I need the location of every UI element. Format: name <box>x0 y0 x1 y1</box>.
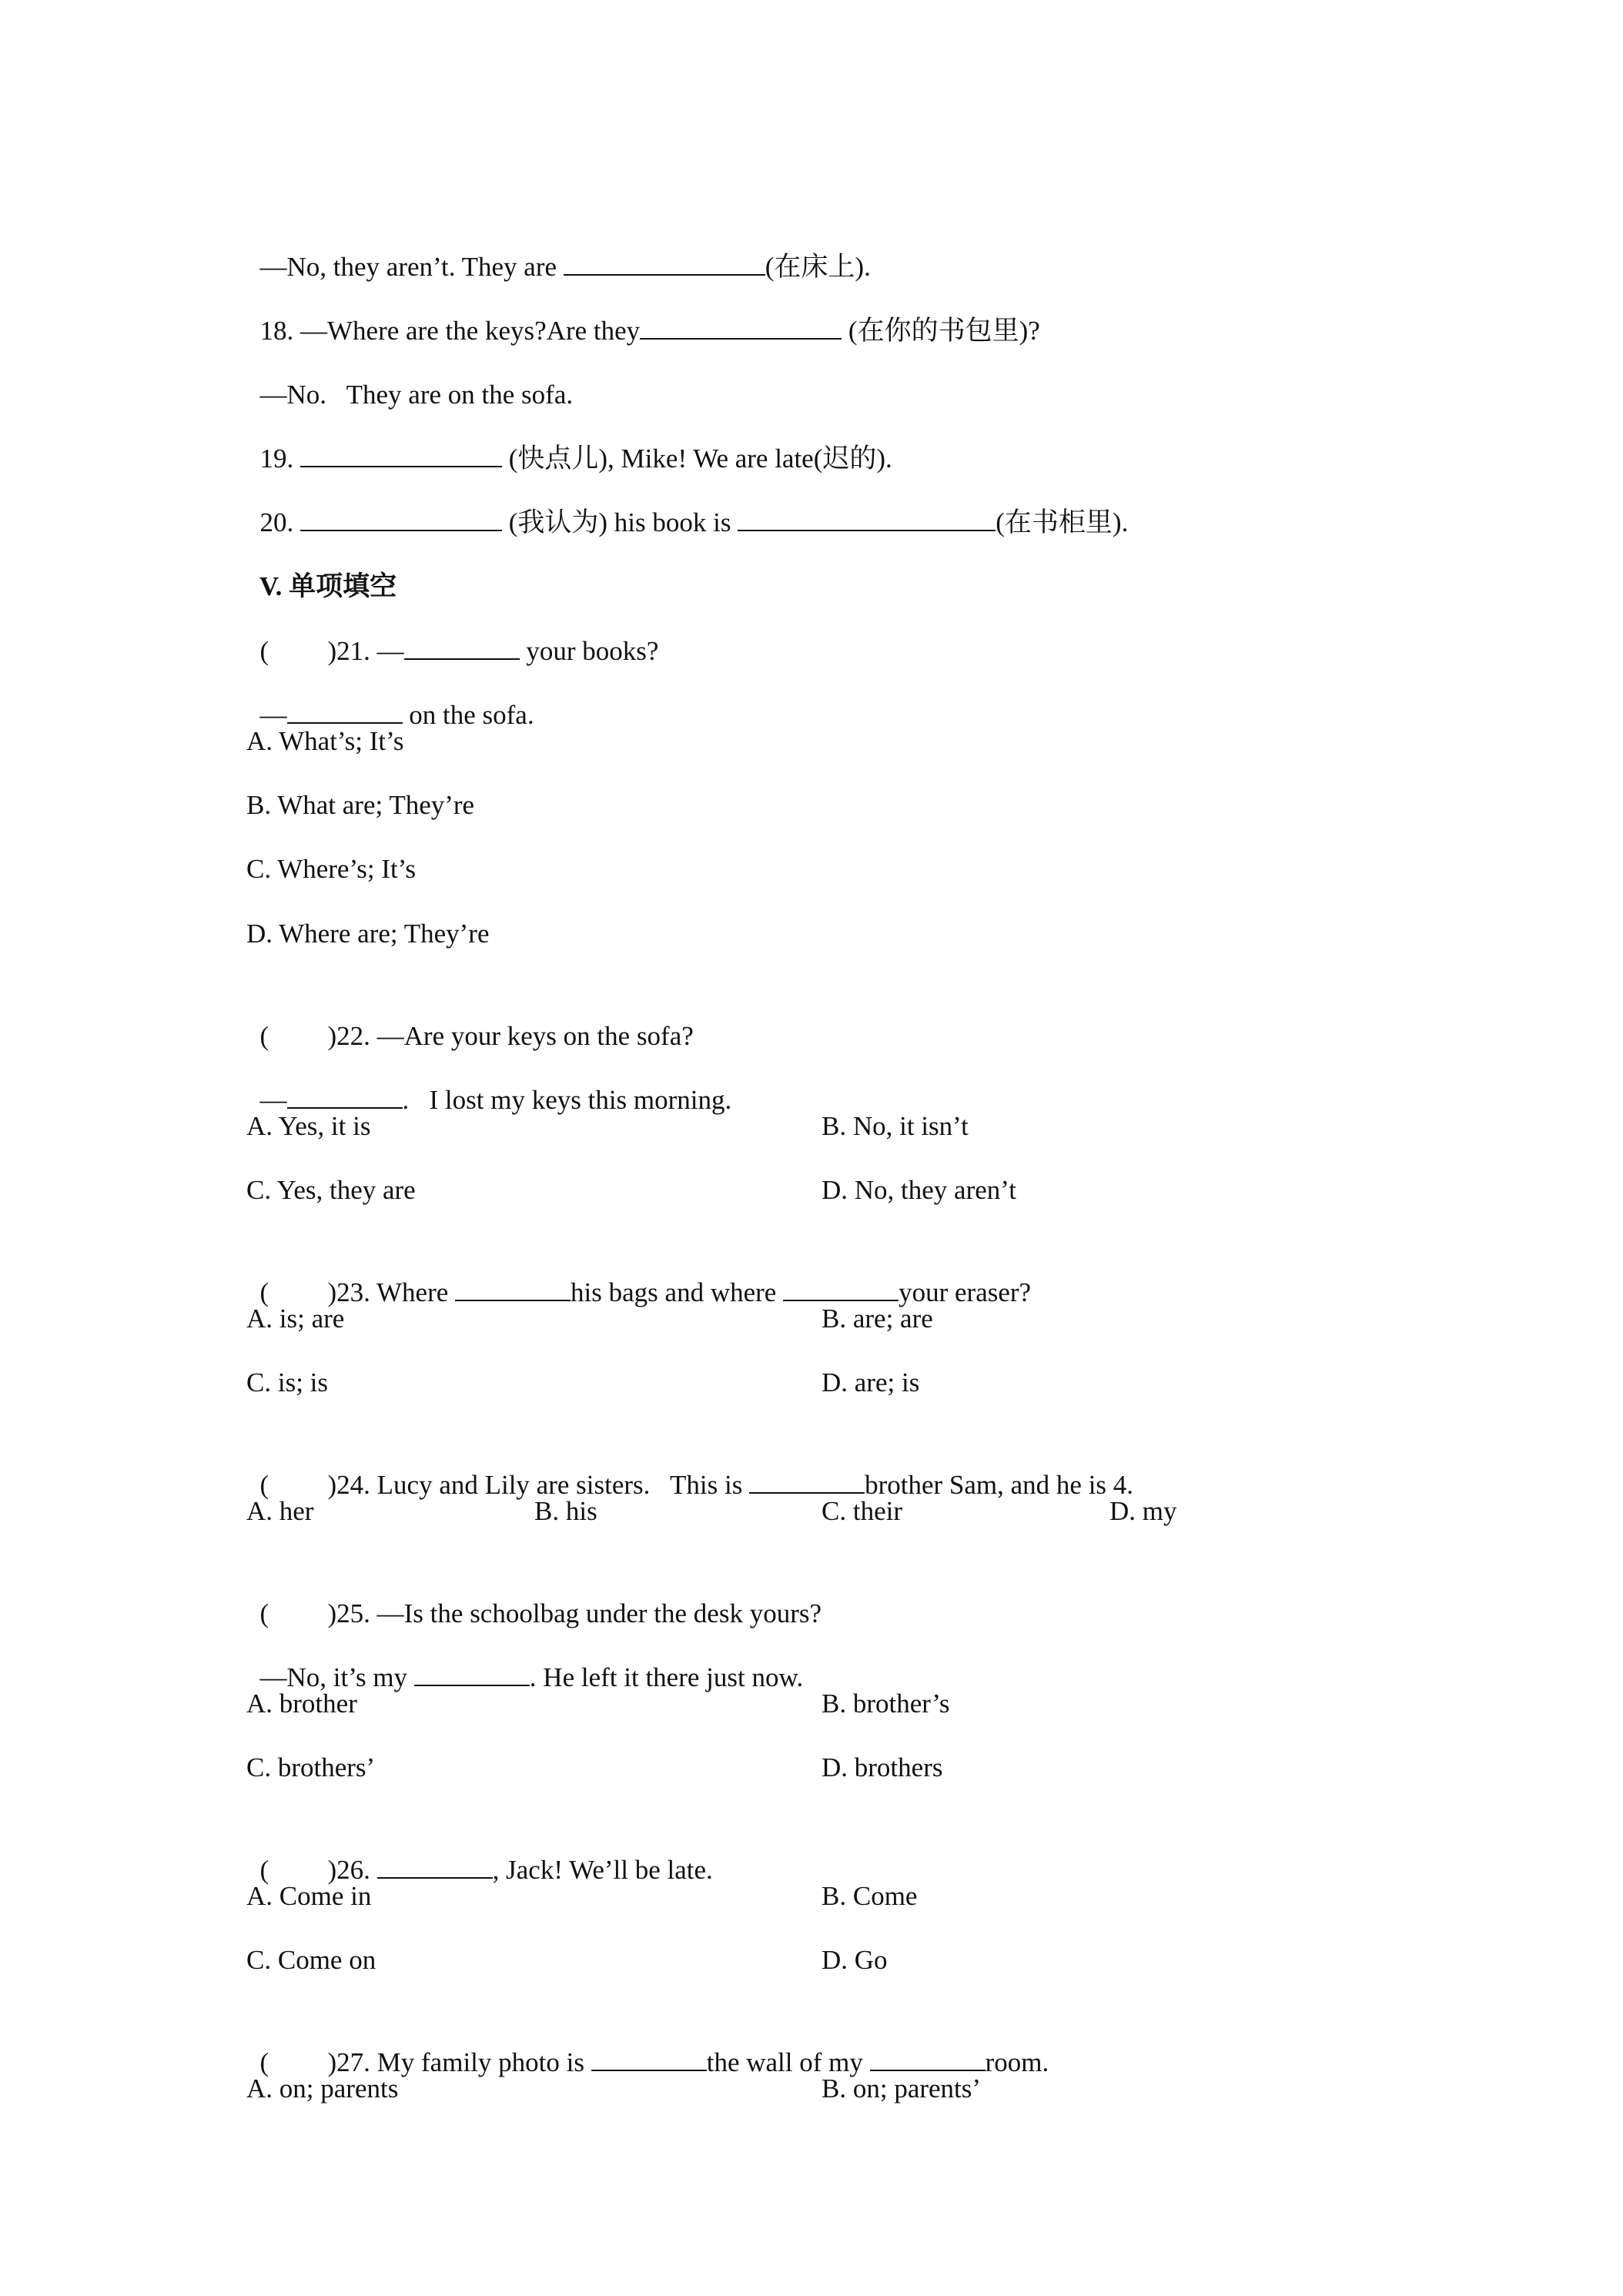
answer-paren[interactable]: ( <box>259 1021 269 1051</box>
blank[interactable] <box>564 248 765 276</box>
question-21: ( )21. — your books? <box>246 594 658 671</box>
option-24-d[interactable]: D. my <box>1109 1496 1177 1526</box>
blank[interactable] <box>870 2043 986 2071</box>
question-24: ( )24. Lucy and Lily are sisters. This is brother Sam, and he is 4. <box>246 1427 1133 1504</box>
option-27-b[interactable]: B. on; parents’ <box>822 2073 982 2104</box>
option-21-b[interactable]: B. What are; They’re <box>246 790 475 820</box>
option-23-a[interactable]: A. is; are <box>246 1304 345 1334</box>
question-19: 19. (快点儿), Mike! We are late(迟的). <box>246 401 892 478</box>
blank[interactable] <box>640 312 842 340</box>
option-22-a[interactable]: A. Yes, it is <box>246 1111 371 1141</box>
option-25-d[interactable]: D. brothers <box>822 1752 943 1782</box>
option-25-b[interactable]: B. brother’s <box>822 1689 950 1719</box>
question-22-answer: — . I lost my keys this morning. <box>246 1043 731 1120</box>
question-26: ( )26. , Jack! We’ll be late. <box>246 1812 713 1889</box>
option-21-c[interactable]: C. Where’s; It’s <box>246 854 417 884</box>
blank[interactable] <box>738 504 996 531</box>
question-25: ( )25. —Is the schoolbag under the desk yours? <box>246 1556 822 1633</box>
option-23-d[interactable]: D. are; is <box>822 1367 920 1397</box>
blank[interactable] <box>300 504 502 531</box>
option-24-a[interactable]: A. her <box>246 1496 314 1526</box>
answer-paren[interactable]: ( <box>259 636 269 666</box>
option-21-a[interactable]: A. What’s; It’s <box>246 726 404 756</box>
option-27-a[interactable]: A. on; parents <box>246 2073 399 2104</box>
option-22-b[interactable]: B. No, it isn’t <box>822 1111 969 1141</box>
answer-paren[interactable]: ( <box>259 1598 269 1628</box>
question-18-answer: —No. They are on the sofa. <box>259 380 574 410</box>
option-26-a[interactable]: A. Come in <box>246 1881 372 1911</box>
option-24-c[interactable]: C. their <box>822 1496 902 1526</box>
question-21-answer: — on the sofa. <box>246 658 534 735</box>
question-22: ( )22. —Are your keys on the sofa? <box>246 979 694 1056</box>
blank[interactable] <box>404 632 520 660</box>
answer-paren[interactable]: ( <box>259 1855 269 1885</box>
blank[interactable] <box>749 1466 865 1494</box>
question-23: ( )23. Where his bags and where your eraser? <box>246 1235 1031 1312</box>
blank[interactable] <box>287 696 403 724</box>
blank[interactable] <box>300 440 502 467</box>
blank[interactable] <box>591 2043 707 2071</box>
section-heading-5: V. 单项填空 <box>259 571 397 601</box>
option-26-d[interactable]: D. Go <box>822 1945 888 1975</box>
blank[interactable] <box>287 1081 403 1109</box>
question-25-answer: —No, it’s my . He left it there just now. <box>246 1620 803 1697</box>
option-25-c[interactable]: C. brothers’ <box>246 1752 376 1782</box>
option-23-b[interactable]: B. are; are <box>822 1304 933 1334</box>
option-21-d[interactable]: D. Where are; They’re <box>246 919 490 949</box>
option-22-d[interactable]: D. No, they aren’t <box>822 1175 1017 1205</box>
option-23-c[interactable]: C. is; is <box>246 1367 329 1397</box>
answer-paren[interactable]: ( <box>259 2047 269 2077</box>
option-26-c[interactable]: C. Come on <box>246 1945 376 1975</box>
blank[interactable] <box>455 1274 571 1301</box>
answer-paren[interactable]: ( <box>259 1277 269 1307</box>
option-25-a[interactable]: A. brother <box>246 1689 357 1719</box>
question-18: 18. —Where are the keys?Are they (在你的书包里)? <box>246 273 1040 350</box>
blank[interactable] <box>377 1851 493 1879</box>
blank[interactable] <box>414 1658 530 1686</box>
option-24-b[interactable]: B. his <box>534 1496 597 1526</box>
blank[interactable] <box>783 1274 899 1301</box>
question-20: 20. (我认为) his book is (在书柜里). <box>246 465 1128 542</box>
option-22-c[interactable]: C. Yes, they are <box>246 1175 416 1205</box>
question-27: ( )27. My family photo is the wall of my room. <box>246 2005 1049 2082</box>
line-17-answer: —No, they aren’t. They are (在床上). <box>246 209 871 286</box>
option-26-b[interactable]: B. Come <box>822 1881 918 1911</box>
answer-paren[interactable]: ( <box>259 1470 269 1500</box>
